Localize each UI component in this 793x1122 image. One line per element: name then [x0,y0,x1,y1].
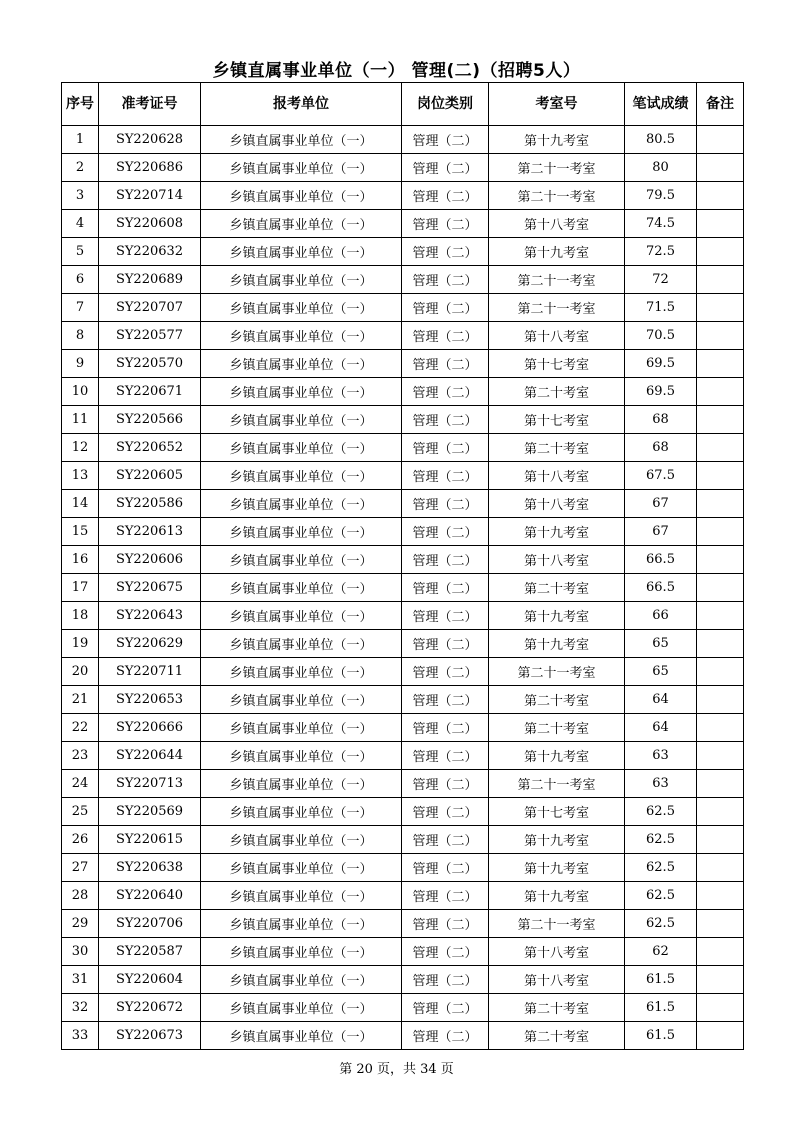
table-row [62,770,744,798]
cell-post-type: 管理（二） [402,574,489,602]
cell-remarks [697,910,744,938]
table-row [62,490,744,518]
cell-unit: 乡镇直属事业单位（一） [201,938,402,966]
cell-post-type: 管理（二） [402,714,489,742]
cell-post-type: 管理（二） [402,182,489,210]
cell-ticket-no: SY220638 [99,854,201,882]
cell-post-type: 管理（二） [402,434,489,462]
table-row [62,266,744,294]
cell-ticket-no: SY220566 [99,406,201,434]
cell-score: 64 [625,686,697,714]
cell-seq: 23 [62,742,99,770]
cell-seq: 13 [62,462,99,490]
cell-seq: 30 [62,938,99,966]
table-row [62,518,744,546]
cell-post-type: 管理（二） [402,546,489,574]
cell-score: 62.5 [625,826,697,854]
cell-unit: 乡镇直属事业单位（一） [201,574,402,602]
cell-post-type: 管理（二） [402,770,489,798]
cell-post-type: 管理（二） [402,910,489,938]
cell-score: 61.5 [625,994,697,1022]
cell-seq: 3 [62,182,99,210]
table-row [62,182,744,210]
cell-score: 63 [625,742,697,770]
cell-post-type: 管理（二） [402,630,489,658]
cell-seq: 1 [62,126,99,154]
cell-room: 第十九考室 [489,518,625,546]
table-row [62,574,744,602]
cell-remarks [697,378,744,406]
cell-room: 第十九考室 [489,742,625,770]
cell-post-type: 管理（二） [402,462,489,490]
cell-remarks [697,350,744,378]
cell-unit: 乡镇直属事业单位（一） [201,826,402,854]
score-table [61,82,744,1050]
table-row [62,546,744,574]
cell-post-type: 管理（二） [402,378,489,406]
cell-unit: 乡镇直属事业单位（一） [201,910,402,938]
cell-post-type: 管理（二） [402,658,489,686]
cell-room: 第二十考室 [489,1022,625,1050]
cell-remarks [697,798,744,826]
cell-room: 第十七考室 [489,406,625,434]
table-row [62,406,744,434]
cell-room: 第十九考室 [489,826,625,854]
header-post-type: 岗位类别 [402,83,489,126]
cell-ticket-no: SY220671 [99,378,201,406]
cell-ticket-no: SY220613 [99,518,201,546]
cell-unit: 乡镇直属事业单位（一） [201,322,402,350]
cell-post-type: 管理（二） [402,966,489,994]
cell-post-type: 管理（二） [402,1022,489,1050]
cell-unit: 乡镇直属事业单位（一） [201,518,402,546]
cell-remarks [697,574,744,602]
cell-ticket-no: SY220587 [99,938,201,966]
cell-score: 65 [625,658,697,686]
cell-unit: 乡镇直属事业单位（一） [201,854,402,882]
cell-remarks [697,714,744,742]
cell-post-type: 管理（二） [402,854,489,882]
cell-post-type: 管理（二） [402,322,489,350]
cell-post-type: 管理（二） [402,518,489,546]
cell-unit: 乡镇直属事业单位（一） [201,658,402,686]
cell-seq: 16 [62,546,99,574]
table-row [62,826,744,854]
cell-room: 第二十一考室 [489,658,625,686]
cell-post-type: 管理（二） [402,686,489,714]
cell-remarks [697,938,744,966]
cell-post-type: 管理（二） [402,798,489,826]
cell-unit: 乡镇直属事业单位（一） [201,770,402,798]
cell-unit: 乡镇直属事业单位（一） [201,238,402,266]
table-row [62,630,744,658]
cell-ticket-no: SY220615 [99,826,201,854]
cell-score: 62.5 [625,882,697,910]
table-row [62,350,744,378]
cell-post-type: 管理（二） [402,938,489,966]
cell-ticket-no: SY220686 [99,154,201,182]
cell-ticket-no: SY220707 [99,294,201,322]
cell-room: 第十八考室 [489,462,625,490]
cell-seq: 18 [62,602,99,630]
cell-unit: 乡镇直属事业单位（一） [201,406,402,434]
cell-seq: 10 [62,378,99,406]
cell-post-type: 管理（二） [402,294,489,322]
cell-room: 第十八考室 [489,322,625,350]
cell-ticket-no: SY220713 [99,770,201,798]
cell-ticket-no: SY220714 [99,182,201,210]
cell-seq: 4 [62,210,99,238]
header-room: 考室号 [489,83,625,126]
cell-seq: 14 [62,490,99,518]
cell-score: 62.5 [625,798,697,826]
table-row [62,742,744,770]
page-footer: 第 20 页，共 34 页 [339,1062,454,1077]
cell-unit: 乡镇直属事业单位（一） [201,210,402,238]
cell-seq: 25 [62,798,99,826]
cell-room: 第二十考室 [489,686,625,714]
cell-unit: 乡镇直属事业单位（一） [201,266,402,294]
cell-remarks [697,882,744,910]
cell-ticket-no: SY220608 [99,210,201,238]
cell-ticket-no: SY220711 [99,658,201,686]
cell-seq: 33 [62,1022,99,1050]
cell-seq: 22 [62,714,99,742]
cell-post-type: 管理（二） [402,882,489,910]
cell-ticket-no: SY220569 [99,798,201,826]
cell-score: 66 [625,602,697,630]
table-row [62,882,744,910]
cell-seq: 17 [62,574,99,602]
cell-room: 第十八考室 [489,966,625,994]
table-row [62,210,744,238]
cell-score: 74.5 [625,210,697,238]
table-row [62,602,744,630]
table-row [62,462,744,490]
cell-ticket-no: SY220644 [99,742,201,770]
cell-room: 第十九考室 [489,238,625,266]
cell-post-type: 管理（二） [402,994,489,1022]
cell-unit: 乡镇直属事业单位（一） [201,602,402,630]
cell-remarks [697,630,744,658]
cell-score: 67 [625,490,697,518]
table-body [62,126,744,1050]
table-row [62,798,744,826]
table-header-row [62,83,744,126]
cell-score: 61.5 [625,966,697,994]
table-row [62,658,744,686]
cell-post-type: 管理（二） [402,154,489,182]
cell-ticket-no: SY220643 [99,602,201,630]
cell-unit: 乡镇直属事业单位（一） [201,686,402,714]
cell-post-type: 管理（二） [402,126,489,154]
cell-unit: 乡镇直属事业单位（一） [201,714,402,742]
cell-remarks [697,854,744,882]
cell-remarks [697,126,744,154]
cell-room: 第十九考室 [489,602,625,630]
cell-seq: 29 [62,910,99,938]
cell-room: 第十八考室 [489,210,625,238]
cell-unit: 乡镇直属事业单位（一） [201,126,402,154]
cell-score: 68 [625,406,697,434]
table-row [62,686,744,714]
cell-room: 第十九考室 [489,882,625,910]
cell-score: 72.5 [625,238,697,266]
cell-seq: 11 [62,406,99,434]
cell-room: 第二十一考室 [489,770,625,798]
cell-score: 66.5 [625,574,697,602]
cell-score: 65 [625,630,697,658]
cell-score: 80 [625,154,697,182]
cell-seq: 12 [62,434,99,462]
table-row [62,938,744,966]
cell-remarks [697,434,744,462]
cell-room: 第二十一考室 [489,910,625,938]
cell-remarks [697,770,744,798]
cell-unit: 乡镇直属事业单位（一） [201,798,402,826]
header-unit: 报考单位 [201,83,402,126]
cell-unit: 乡镇直属事业单位（一） [201,434,402,462]
cell-seq: 28 [62,882,99,910]
cell-score: 69.5 [625,378,697,406]
cell-ticket-no: SY220604 [99,966,201,994]
cell-remarks [697,154,744,182]
cell-remarks [697,742,744,770]
cell-room: 第十八考室 [489,938,625,966]
cell-remarks [697,658,744,686]
cell-score: 64 [625,714,697,742]
cell-ticket-no: SY220606 [99,546,201,574]
cell-room: 第十七考室 [489,350,625,378]
cell-post-type: 管理（二） [402,742,489,770]
table-row [62,154,744,182]
cell-ticket-no: SY220586 [99,490,201,518]
cell-seq: 20 [62,658,99,686]
cell-seq: 9 [62,350,99,378]
cell-score: 67 [625,518,697,546]
cell-unit: 乡镇直属事业单位（一） [201,182,402,210]
cell-unit: 乡镇直属事业单位（一） [201,994,402,1022]
table-row [62,910,744,938]
cell-unit: 乡镇直属事业单位（一） [201,462,402,490]
cell-room: 第二十考室 [489,714,625,742]
cell-remarks [697,322,744,350]
table-row [62,1022,744,1050]
cell-ticket-no: SY220653 [99,686,201,714]
cell-unit: 乡镇直属事业单位（一） [201,1022,402,1050]
cell-seq: 21 [62,686,99,714]
cell-seq: 8 [62,322,99,350]
cell-seq: 6 [62,266,99,294]
cell-score: 68 [625,434,697,462]
cell-room: 第二十一考室 [489,154,625,182]
cell-room: 第二十一考室 [489,294,625,322]
cell-ticket-no: SY220628 [99,126,201,154]
cell-seq: 32 [62,994,99,1022]
cell-ticket-no: SY220689 [99,266,201,294]
cell-ticket-no: SY220640 [99,882,201,910]
cell-post-type: 管理（二） [402,350,489,378]
cell-remarks [697,994,744,1022]
cell-score: 63 [625,770,697,798]
cell-remarks [697,238,744,266]
table-row [62,126,744,154]
cell-post-type: 管理（二） [402,826,489,854]
cell-remarks [697,826,744,854]
cell-ticket-no: SY220605 [99,462,201,490]
cell-seq: 26 [62,826,99,854]
cell-remarks [697,294,744,322]
cell-seq: 2 [62,154,99,182]
cell-unit: 乡镇直属事业单位（一） [201,378,402,406]
cell-seq: 19 [62,630,99,658]
cell-room: 第二十考室 [489,574,625,602]
cell-room: 第十九考室 [489,854,625,882]
cell-ticket-no: SY220570 [99,350,201,378]
cell-remarks [697,182,744,210]
cell-remarks [697,210,744,238]
cell-remarks [697,518,744,546]
cell-ticket-no: SY220629 [99,630,201,658]
cell-room: 第二十一考室 [489,266,625,294]
cell-remarks [697,602,744,630]
cell-post-type: 管理（二） [402,602,489,630]
cell-post-type: 管理（二） [402,238,489,266]
cell-ticket-no: SY220632 [99,238,201,266]
cell-score: 72 [625,266,697,294]
cell-ticket-no: SY220652 [99,434,201,462]
cell-score: 67.5 [625,462,697,490]
cell-remarks [697,266,744,294]
cell-unit: 乡镇直属事业单位（一） [201,154,402,182]
cell-ticket-no: SY220666 [99,714,201,742]
cell-seq: 24 [62,770,99,798]
table-row [62,854,744,882]
cell-unit: 乡镇直属事业单位（一） [201,742,402,770]
cell-room: 第十九考室 [489,630,625,658]
header-remarks: 备注 [697,83,744,126]
cell-ticket-no: SY220577 [99,322,201,350]
cell-seq: 27 [62,854,99,882]
cell-score: 80.5 [625,126,697,154]
cell-ticket-no: SY220672 [99,994,201,1022]
cell-post-type: 管理（二） [402,210,489,238]
cell-post-type: 管理（二） [402,406,489,434]
cell-score: 70.5 [625,322,697,350]
header-score: 笔试成绩 [625,83,697,126]
table-row [62,714,744,742]
cell-remarks [697,406,744,434]
cell-ticket-no: SY220673 [99,1022,201,1050]
cell-unit: 乡镇直属事业单位（一） [201,630,402,658]
table-row [62,994,744,1022]
header-ticket-no: 准考证号 [99,83,201,126]
cell-score: 61.5 [625,1022,697,1050]
cell-unit: 乡镇直属事业单位（一） [201,294,402,322]
table-row [62,238,744,266]
table-row [62,322,744,350]
cell-score: 62.5 [625,910,697,938]
cell-unit: 乡镇直属事业单位（一） [201,490,402,518]
cell-post-type: 管理（二） [402,266,489,294]
cell-score: 66.5 [625,546,697,574]
cell-room: 第二十考室 [489,378,625,406]
cell-seq: 5 [62,238,99,266]
cell-unit: 乡镇直属事业单位（一） [201,966,402,994]
cell-unit: 乡镇直属事业单位（一） [201,546,402,574]
cell-score: 79.5 [625,182,697,210]
table-row [62,434,744,462]
cell-room: 第二十一考室 [489,182,625,210]
cell-remarks [697,546,744,574]
cell-room: 第二十考室 [489,994,625,1022]
cell-remarks [697,462,744,490]
table-row [62,294,744,322]
cell-ticket-no: SY220706 [99,910,201,938]
cell-post-type: 管理（二） [402,490,489,518]
cell-seq: 31 [62,966,99,994]
header-seq: 序号 [62,83,99,126]
table-row [62,966,744,994]
table-row [62,378,744,406]
cell-seq: 7 [62,294,99,322]
cell-score: 62.5 [625,854,697,882]
cell-score: 62 [625,938,697,966]
cell-seq: 15 [62,518,99,546]
cell-remarks [697,1022,744,1050]
cell-unit: 乡镇直属事业单位（一） [201,350,402,378]
cell-room: 第十七考室 [489,798,625,826]
cell-score: 69.5 [625,350,697,378]
cell-unit: 乡镇直属事业单位（一） [201,882,402,910]
cell-room: 第十八考室 [489,490,625,518]
cell-room: 第二十考室 [489,434,625,462]
page-title: 乡镇直属事业单位（一） 管理(二)（招聘5人） [212,61,581,81]
cell-score: 71.5 [625,294,697,322]
cell-remarks [697,686,744,714]
cell-room: 第十九考室 [489,126,625,154]
cell-ticket-no: SY220675 [99,574,201,602]
cell-remarks [697,490,744,518]
cell-room: 第十八考室 [489,546,625,574]
cell-remarks [697,966,744,994]
